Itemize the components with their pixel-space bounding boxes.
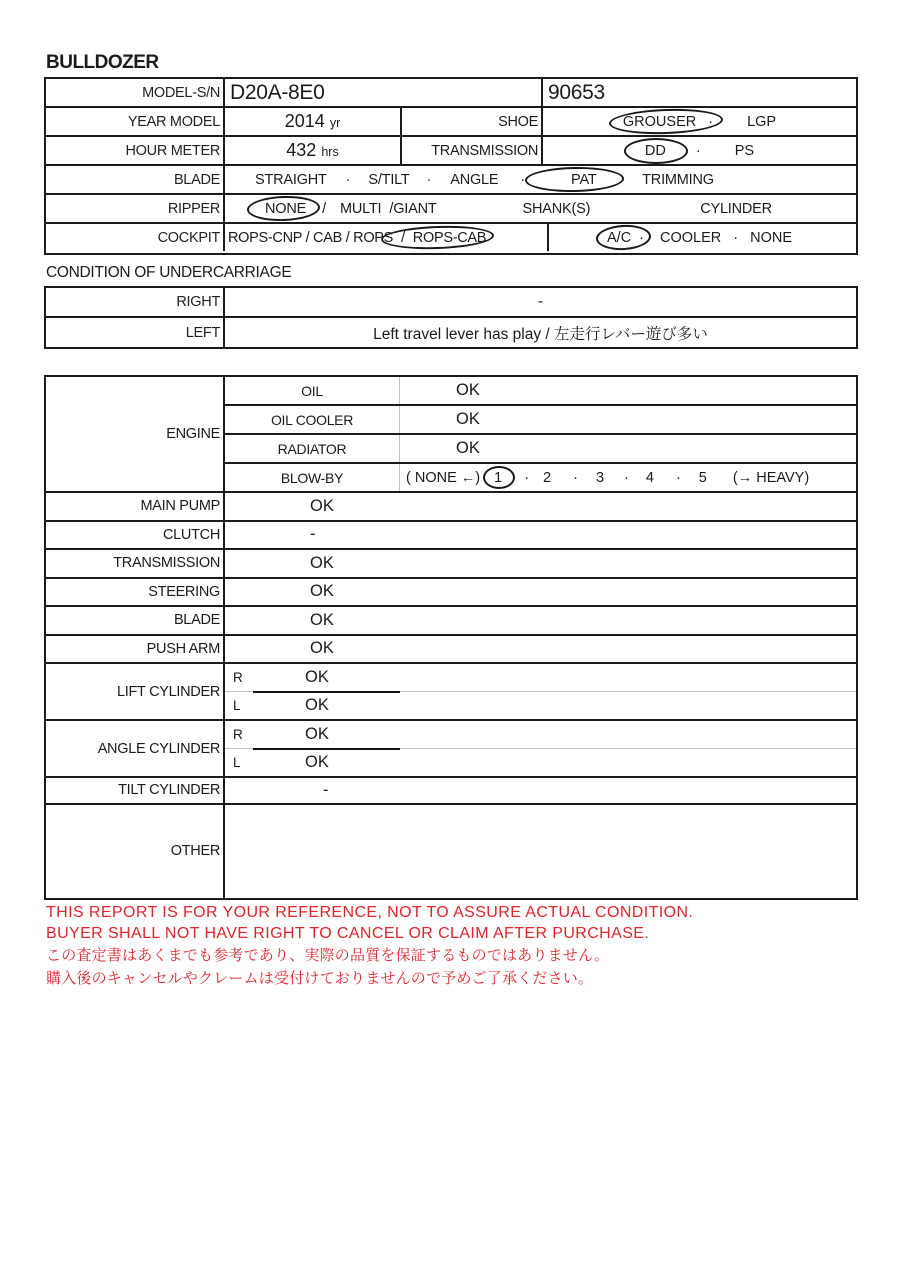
hour-meter-label: HOUR METER (46, 137, 225, 164)
undercarriage-right-value: - (537, 293, 544, 310)
transmission-dd-circled (645, 143, 666, 159)
option-separator-slash: / (401, 229, 405, 246)
option-separator-dot: · (520, 171, 526, 188)
steering-value: OK (310, 582, 334, 601)
engine-oil-label: OIL (225, 377, 400, 404)
blowby-scale-prefix: ( NONE ←) (406, 469, 481, 486)
ripper-option-multi: MULTI (339, 200, 382, 217)
push-arm-label: PUSH ARM (46, 636, 225, 663)
option-separator-slash: / (322, 200, 326, 217)
shoe-label: SHOE (402, 108, 543, 135)
angle-cylinder-section (46, 721, 856, 778)
hour-transmission-row (46, 137, 856, 166)
year-value: 2014 (284, 111, 325, 131)
cockpit-row (46, 224, 856, 251)
main-pump-value: OK (310, 496, 334, 515)
undercarriage-left-label: LEFT (46, 318, 225, 347)
cockpit-ropscab-circled (413, 230, 486, 246)
left-side-label: L (233, 755, 241, 770)
serial-value: 90653 (548, 80, 605, 104)
disclaimer-line-3: この査定書はあくまでも参考であり、実際の品質を保証するものではありません。 (46, 947, 610, 964)
transmission-option-dd: DD (644, 142, 666, 159)
year-shoe-row (46, 108, 856, 137)
blowby-value-3: 3 (595, 469, 605, 486)
angle-cylinder-left-row (225, 749, 856, 776)
undercarriage-heading: CONDITION OF UNDERCARRIAGE (46, 264, 292, 281)
option-separator-dot: · (695, 142, 701, 159)
other-label: OTHER (46, 805, 225, 899)
inspection-table (44, 375, 858, 900)
clutch-row (46, 522, 856, 551)
option-separator-dot: · (639, 229, 645, 246)
push-arm-value: OK (310, 639, 334, 658)
option-separator-dot: · (708, 113, 714, 130)
blade-option-pat: PAT (571, 171, 597, 188)
aircon-options (549, 224, 856, 251)
undercarriage-right-row (46, 288, 856, 318)
right-side-label: R (233, 727, 243, 742)
engine-blowby-label: BLOW-BY (225, 464, 400, 491)
right-side-label: R (233, 670, 243, 685)
cockpit-label: COCKPIT (46, 224, 225, 251)
lift-cylinder-left-value: OK (305, 696, 329, 714)
model-value: D20A-8E0 (225, 79, 543, 106)
transmission-check-label: TRANSMISSION (46, 550, 225, 577)
hour-unit: hrs (321, 145, 339, 159)
disclaimer (46, 902, 693, 990)
scale-separator-dot: · (624, 469, 629, 486)
tilt-cylinder-row (46, 778, 856, 805)
engine-oil-value: OK (456, 381, 480, 399)
spec-table (44, 77, 858, 255)
lift-cylinder-section (46, 664, 856, 721)
engine-label: ENGINE (46, 377, 225, 491)
transmission-options (543, 137, 856, 164)
blade-check-value: OK (310, 610, 334, 629)
ripper-none-circled (265, 201, 306, 217)
angle-cylinder-right-row (225, 721, 856, 749)
engine-radiator-label: RADIATOR (225, 435, 400, 462)
scale-separator-dot: · (524, 469, 530, 486)
year-model-value (225, 108, 402, 135)
scale-separator-dot: · (573, 469, 578, 486)
angle-cylinder-label: ANGLE CYLINDER (46, 721, 225, 776)
ripper-row (46, 195, 856, 224)
engine-blowby-row (225, 464, 856, 491)
hour-meter-value (225, 137, 402, 164)
engine-radiator-row (225, 435, 856, 464)
aircon-option-none: NONE (750, 229, 793, 246)
page-title: BULLDOZER (46, 52, 159, 73)
ripper-option-shank: SHANK(S) (522, 200, 591, 217)
model-serial-row (46, 79, 856, 108)
clutch-value: - (310, 525, 316, 544)
blowby-scale-suffix: (→ HEAVY) (732, 469, 810, 486)
option-separator-dot: · (426, 171, 432, 188)
cockpit-option-ropscab: ROPS-CAB (412, 229, 487, 246)
blade-check-row (46, 607, 856, 636)
engine-oil-cooler-label: OIL COOLER (225, 406, 400, 433)
push-arm-row (46, 636, 856, 665)
transmission-row (46, 550, 856, 579)
option-separator-dot: · (620, 171, 626, 188)
aircon-option-ac: A/C (607, 229, 632, 246)
ripper-label: RIPPER (46, 195, 225, 222)
blade-option-stilt: S/TILT (368, 171, 410, 188)
engine-oil-cooler-value: OK (456, 410, 480, 428)
tilt-cylinder-label: TILT CYLINDER (46, 778, 225, 803)
cockpit-options (225, 224, 549, 251)
blade-options (225, 166, 856, 193)
engine-subrows (225, 377, 856, 491)
hour-value: 432 (286, 140, 317, 160)
ripper-option-cylinder: CYLINDER (700, 200, 772, 217)
lift-cylinder-right-value: OK (305, 668, 329, 686)
undercarriage-left-row (46, 318, 856, 347)
undercarriage-left-value: Left travel lever has play / 左走行レバー遊び多い (373, 325, 708, 343)
undercarriage-right-label: RIGHT (46, 288, 225, 316)
disclaimer-line-1: THIS REPORT IS FOR YOUR REFERENCE, NOT TO ASSURE ACTUAL CONDITION. (46, 904, 694, 921)
engine-section (46, 377, 856, 493)
disclaimer-line-2: BUYER SHALL NOT HAVE RIGHT TO CANCEL OR CLAIM AFTER PURCHASE. (46, 925, 650, 942)
shoe-grouser-circled (623, 114, 713, 130)
model-label: MODEL-S/N (46, 79, 225, 106)
shoe-option-lgp: LGP (747, 113, 777, 130)
blowby-value-4: 4 (645, 469, 654, 486)
blade-option-straight: STRAIGHT (255, 171, 327, 188)
blade-label: BLADE (46, 166, 225, 193)
blowby-scale (400, 470, 856, 486)
ripper-option-giant: /GIANT (389, 200, 437, 217)
clutch-label: CLUTCH (46, 522, 225, 549)
angle-cylinder-right-value: OK (305, 725, 329, 743)
cockpit-options-pre: ROPS-CNP / CAB / ROPS (228, 229, 394, 246)
steering-row (46, 579, 856, 608)
aircon-ac-circled (607, 230, 644, 246)
shoe-options (543, 108, 856, 135)
blade-pat-circled (571, 172, 596, 188)
engine-oil-cooler-row (225, 406, 856, 435)
option-separator-dot: · (733, 229, 739, 246)
other-value (225, 805, 856, 899)
steering-label: STEERING (46, 579, 225, 606)
blade-option-angle: ANGLE (450, 171, 499, 188)
transmission-label: TRANSMISSION (402, 137, 543, 164)
lift-cylinder-right-row (225, 664, 856, 692)
blade-row (46, 166, 856, 195)
left-side-label: L (233, 698, 241, 713)
year-model-label: YEAR MODEL (46, 108, 225, 135)
undercarriage-table (44, 286, 858, 349)
lift-cylinder-left-row (225, 692, 856, 719)
aircon-option-cooler: COOLER (660, 229, 722, 246)
blade-check-label: BLADE (46, 607, 225, 634)
ripper-option-none: NONE (265, 200, 307, 217)
main-pump-row (46, 493, 856, 522)
engine-oil-row (225, 377, 856, 406)
lift-cylinder-label: LIFT CYLINDER (46, 664, 225, 719)
scale-separator-dot: · (675, 469, 681, 486)
blowby-value-1: 1 (494, 469, 503, 486)
tilt-cylinder-value: - (323, 780, 329, 799)
shoe-option-grouser: GROUSER (622, 113, 697, 130)
angle-cylinder-left-value: OK (305, 753, 329, 771)
option-separator-dot: · (345, 171, 351, 188)
blowby-value-2: 2 (543, 469, 552, 486)
engine-radiator-value: OK (456, 439, 480, 457)
year-unit: yr (329, 116, 341, 130)
main-pump-label: MAIN PUMP (46, 493, 225, 520)
blade-option-trimming: TRIMMING (642, 171, 714, 188)
blowby-value-5: 5 (698, 469, 707, 486)
transmission-option-ps: PS (734, 142, 755, 159)
other-row (46, 805, 856, 899)
ripper-options (225, 195, 856, 222)
blowby-selected-circled (494, 470, 502, 486)
disclaimer-line-4: 購入後のキャンセルやクレームは受付けておりませんので予めご了承ください。 (46, 970, 594, 987)
transmission-check-value: OK (310, 553, 334, 572)
